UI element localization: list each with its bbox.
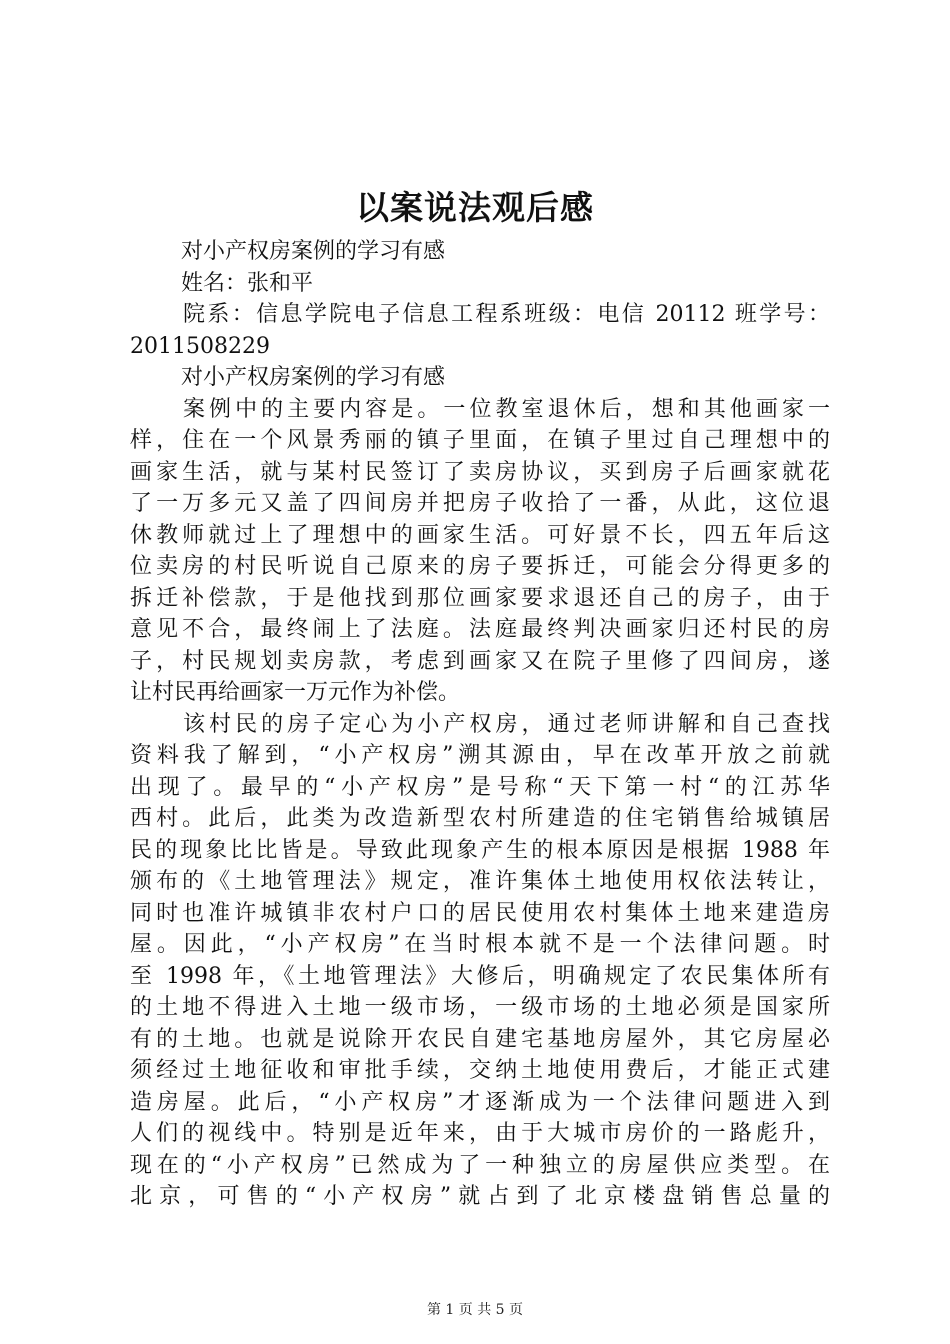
- paragraph-line: 现在的“小产权房”已然成为了一种独立的房屋供应类型。在: [130, 1152, 830, 1178]
- student-number-line: 2011508229: [130, 333, 270, 359]
- paragraph-case-summary: [130, 394, 830, 709]
- paragraph-line: 人们的视线中。特别是近年来，由于大城市房价的一路彪升，: [130, 1121, 830, 1146]
- paragraph-line: 有的土地。也就是说除开农民自建宅基地房屋外，其它房屋必: [130, 1026, 830, 1052]
- paragraph-line: 民的现象比比皆是。导致此现象产生的根本原因是根据 1988 年: [130, 837, 830, 863]
- document-title: 以案说法观后感: [356, 188, 594, 227]
- paragraph-line: 样，住在一个风景秀丽的镇子里面，在镇子里过自己理想中的: [130, 428, 830, 453]
- document-body: [130, 236, 830, 1213]
- paragraph-line: 出现了。最早的“小产权房”是号称“天下第一村“的江苏华: [130, 774, 830, 800]
- paragraph-line: 至 1998 年，《土地管理法》大修后，明确规定了农民集体所有: [130, 963, 830, 989]
- paragraph-line: 意见不合，最终闹上了法庭。法庭最终判决画家归还村民的房: [130, 617, 830, 642]
- paragraph-line: 子，村民规划卖房款，考虑到画家又在院子里修了四间房，遂: [130, 648, 830, 674]
- paragraph-line: 让村民再给画家一万元作为补偿。: [130, 680, 461, 705]
- paragraph-line: 西村。此后，此类为改造新型农村所建造的住宅销售给城镇居: [130, 806, 830, 831]
- subtitle-line: 对小产权房案例的学习有感: [181, 239, 446, 264]
- paragraph-legal-analysis: [130, 709, 830, 1213]
- paragraph-line: 屋。因此，“小产权房”在当时根本就不是一个法律问题。时: [130, 932, 830, 957]
- paragraph-line: 位卖房的村民听说自己原来的房子要拆迁，可能会分得更多的: [130, 554, 830, 579]
- paragraph-line: 资料我了解到，“小产权房”溯其源由，早在改革开放之前就: [130, 743, 830, 768]
- paragraph-line: 须经过土地征收和审批手续，交纳土地使用费后，才能正式建: [130, 1058, 830, 1083]
- paragraph-line: 画家生活，就与某村民签订了卖房协议，买到房子后画家就花: [130, 459, 830, 485]
- subtitle-repeat-line: 对小产权房案例的学习有感: [181, 365, 446, 390]
- paragraph-line: 拆迁补偿款，于是他找到那位画家要求退还自己的房子，由于: [130, 585, 830, 611]
- paragraph-line: 休教师就过上了理想中的画家生活。可好景不长，四五年后这: [130, 522, 830, 548]
- department-line: 院系：信息学院电子信息工程系班级：电信 20112 班学号：: [183, 302, 830, 327]
- paragraph-line: 的土地不得进入土地一级市场，一级市场的土地必须是国家所: [130, 995, 830, 1020]
- paragraph-line: 案例中的主要内容是。一位教室退休后，想和其他画家一: [183, 396, 830, 422]
- paragraph-line: 同时也准许城镇非农村户口的居民使用农村集体土地来建造房: [130, 900, 830, 926]
- page-footer: 第 1 页 共 5 页: [426, 1302, 524, 1318]
- paragraph-line: 造房屋。此后，“小产权房”才逐渐成为一个法律问题进入到: [130, 1089, 830, 1115]
- paragraph-line: 了一万多元又盖了四间房并把房子收拾了一番，从此，这位退: [130, 491, 830, 516]
- paragraph-line: 该村民的房子定心为小产权房，通过老师讲解和自己查找: [183, 711, 830, 737]
- paragraph-line: 北京，可售的“小产权房”就占到了北京楼盘销售总量的: [130, 1184, 830, 1209]
- author-name-line: 姓名：张和平: [181, 270, 314, 296]
- paragraph-line: 颁布的《土地管理法》规定，准许集体土地使用权依法转让，: [130, 869, 830, 894]
